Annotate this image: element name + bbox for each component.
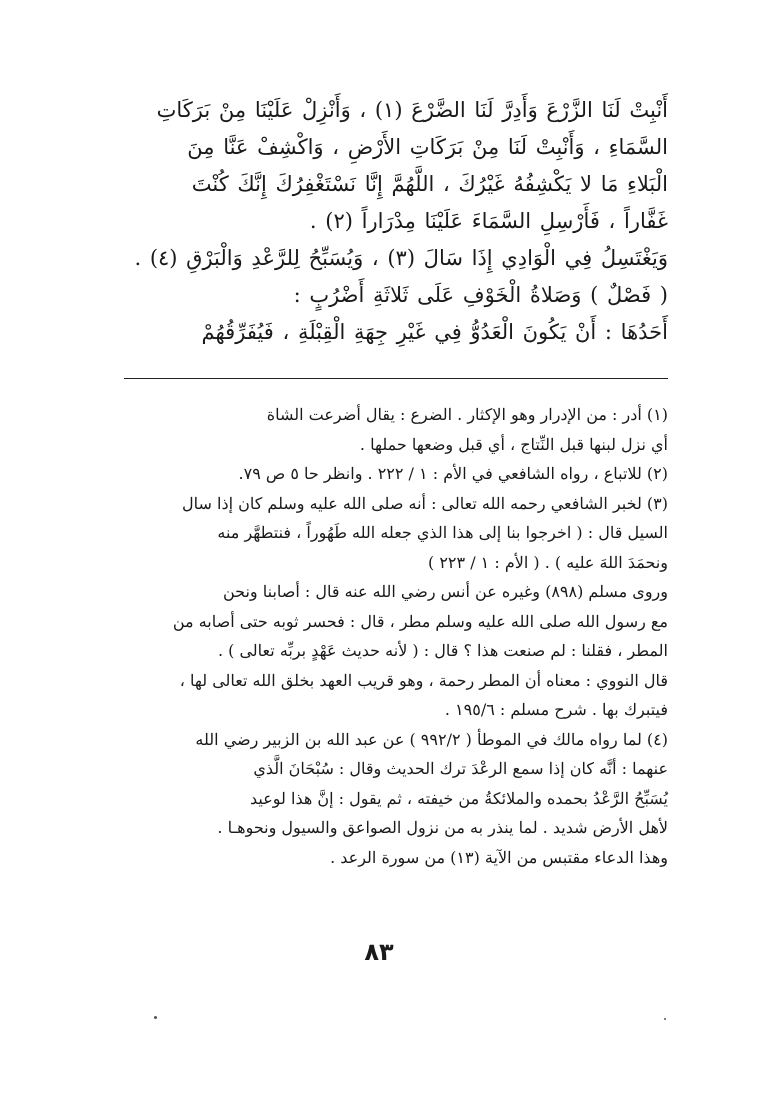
footnote-line: المطر ، فقلنا : لم صنعت هذا ؟ قال : ( لأنه حديث عَهْدٍ بربِّه تعالى ) . bbox=[217, 641, 668, 660]
main-line-5: وَيَغْتَسِلُ فِي الْوَادِي إِذَا سَالَ (٣) ، وَيُسَبِّحُ لِلرَّعْدِ وَالْبَرْقِ (٤) . bbox=[134, 246, 668, 270]
footnote-line: (٣) لخبر الشافعي رحمه الله تعالى : أنه صلى الله عليه وسلم كان إذا سال bbox=[182, 493, 668, 513]
main-line-7: أَحَدُهَا : أَنْ يَكُونَ الْعَدُوُّ فِي غَيْرِ جِهَةِ الْقِبْلَةِ ، فَيُفَرِّقُهُمْ bbox=[201, 320, 668, 344]
footnote-line: مع رسول الله صلى الله عليه وسلم مطر ، قال : فحسر ثوبه حتى أصابه من bbox=[172, 611, 668, 631]
footnote-line: السيل قال : ( اخرجوا بنا إلى هذا الذي جعله الله طَهُوراً ، فنتطهَّر منه bbox=[217, 523, 668, 542]
footnote-line: ونحمَدَ اللهَ عليه ) . ( الأم : ١ / ٢٢٣ ) bbox=[428, 552, 668, 572]
main-line-4: غَفَّاراً ، فَأَرْسِلِ السَّمَاءَ عَلَيْنَا مِدْرَاراً (٢) . bbox=[309, 209, 668, 233]
main-line-3: الْبَلاءِ مَا لا يَكْشِفُهُ غَيْرُكَ ، اللَّهُمَّ إِنَّا نَسْتَغْفِرُكَ إِنَّكَ كُنْتَ bbox=[191, 172, 668, 196]
footnote-line: (١) أدر : من الإدرار وهو الإكثار . الضرع : يقال أضرعت الشاة bbox=[266, 405, 668, 424]
footnote-line: عنهما : أنَّه كان إذا سمع الرعْدَ ترك الحديث وقال : سُبْحَانَ الَّذي bbox=[253, 759, 668, 778]
footnote-separator bbox=[124, 378, 668, 379]
footnote-line: يُسَبِّحُ الرَّعْدُ بحمده والملائكةُ من خيفته ، ثم يقول : إنَّ هذا لوعيد bbox=[250, 788, 668, 808]
page-number: ٨٣ bbox=[364, 938, 394, 966]
main-line-2: السَّمَاءِ ، وَأَنْبِتْ لَنَا مِنْ بَرَكَاتِ الأَرْضِ ، وَاكْشِفْ عَنَّا مِنَ bbox=[187, 135, 668, 159]
footnote-line: (٤) لما رواه مالك في الموطأ ( ٩٩٢/٢ ) عن عبد الله بن الزبير رضي الله bbox=[195, 729, 668, 749]
main-line-1: أَنْبِتْ لَنَا الزَّرْعَ وَأَدِرَّ لَنَا الضَّرْعَ (١) ، وَأَنْزِلْ عَلَيْنَا مِنْ بَرَكَاتِ bbox=[156, 98, 668, 122]
scan-speck bbox=[664, 1018, 666, 1020]
footnote-line: أي نزل لبنها قبل النِّتاج ، أي قبل وضعها حملها . bbox=[359, 434, 668, 454]
footnote-line: فيتبرك بها . شرح مسلم : ١٩٥/٦ . bbox=[444, 700, 668, 719]
footnote-line: لأهل الأرض شديد . لما ينذر به من نزول الصواعق والسيول ونحوهـا . bbox=[217, 818, 668, 837]
main-line-6: ( فَصْلٌ ) وَصَلاةُ الْخَوْفِ عَلَى ثَلاثَةِ أَضْرُبٍ : bbox=[293, 283, 668, 307]
footnote-line: (٢) للاتباع ، رواه الشافعي في الأم : ١ / ٢٢٢ . وانظر حا ٥ ص ٧٩. bbox=[238, 464, 668, 483]
main-text bbox=[108, 92, 668, 351]
scan-speck bbox=[154, 1016, 157, 1019]
footnote-line: وروى مسلم (٨٩٨) وغيره عن أنس رضي الله عنه قال : أصابنا ونحن bbox=[222, 582, 668, 601]
footnote-line: وهذا الدعاء مقتبس من الآية (١٣) من سورة الرعد . bbox=[330, 847, 668, 867]
footnote-line: قال النووي : معناه أن المطر رحمة ، وهو قريب العهد بخلق الله تعالى لها ، bbox=[179, 670, 668, 690]
footnotes bbox=[108, 400, 668, 872]
